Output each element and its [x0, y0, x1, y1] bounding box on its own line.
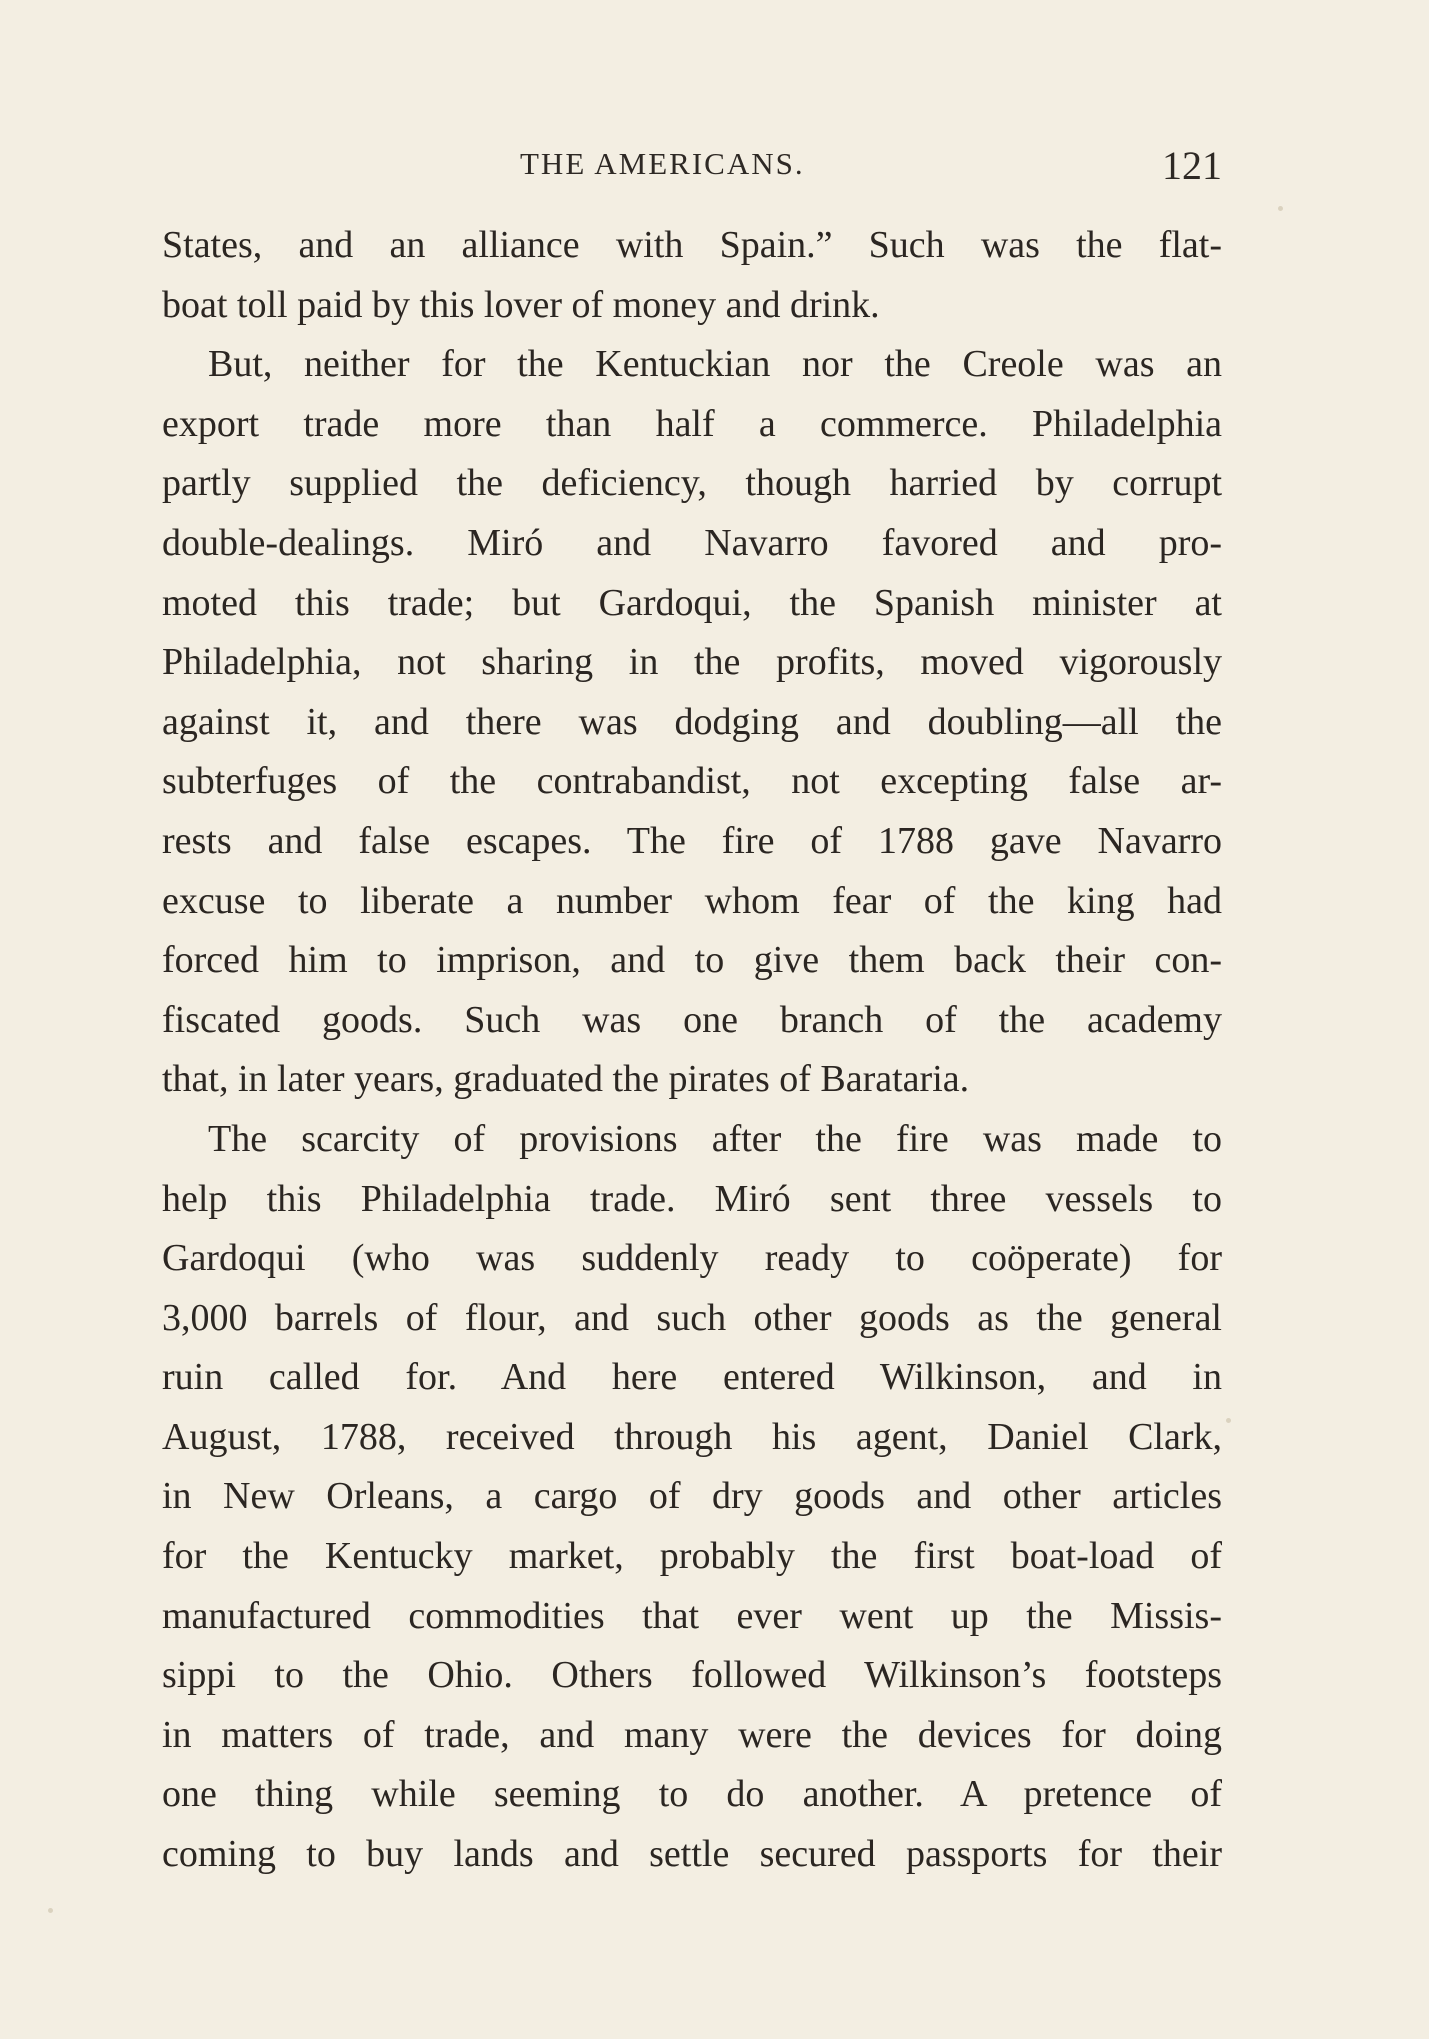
page-number: 121: [1162, 143, 1222, 188]
running-head: [162, 143, 1222, 190]
text-line: for the Kentucky market, probably the first boat-load of: [162, 1535, 1222, 1578]
text-line: ruin called for. And here entered Wilkinson, and in: [162, 1356, 1222, 1399]
text-line: subterfuges of the contrabandist, not excepting false ar-: [162, 760, 1222, 803]
text-line: partly supplied the deficiency, though harried by corrupt: [162, 462, 1222, 505]
text-line: excuse to liberate a number whom fear of the king had: [162, 879, 1222, 922]
text-line: August, 1788, received through his agent, Daniel Clark,: [162, 1415, 1222, 1458]
text-line: boat toll paid by this lover of money and drink.: [162, 283, 880, 326]
running-title: THE AMERICANS.: [520, 146, 805, 181]
text-line: fiscated goods. Such was one branch of the academy: [162, 998, 1222, 1041]
text-line: The scarcity of provisions after the fire was made to: [208, 1117, 1222, 1160]
text-line: in New Orleans, a cargo of dry goods and other articles: [162, 1475, 1222, 1518]
text-line: help this Philadelphia trade. Miró sent three vessels to: [162, 1177, 1222, 1220]
text-line: double-dealings. Miró and Navarro favored and pro-: [162, 521, 1222, 564]
text-line: But, neither for the Kentuckian nor the Creole was an: [208, 343, 1222, 386]
text-line: forced him to imprison, and to give them back their con-: [162, 939, 1222, 982]
text-line: 3,000 barrels of flour, and such other goods as the general: [162, 1296, 1222, 1339]
text-line: moted this trade; but Gardoqui, the Spanish minister at: [162, 581, 1222, 624]
text-line: States, and an alliance with Spain.” Such was the flat-: [162, 224, 1222, 266]
text-line: one thing while seeming to do another. A pretence of: [162, 1773, 1222, 1816]
text-line: manufactured commodities that ever went up the Missis-: [162, 1594, 1222, 1637]
text-line: export trade more than half a commerce. Philadelphia: [162, 402, 1222, 445]
text-line: that, in later years, graduated the pirates of Barataria.: [162, 1058, 970, 1101]
paper-speck: [1226, 1418, 1231, 1423]
paper-speck: [48, 1908, 53, 1913]
text-line: coming to buy lands and settle secured passports for their: [162, 1833, 1222, 1876]
text-line: in matters of trade, and many were the devices for doing: [162, 1713, 1222, 1756]
text-line: rests and false escapes. The fire of 1788 gave Navarro: [162, 819, 1222, 862]
paper-speck: [1278, 206, 1283, 211]
text-line: sippi to the Ohio. Others followed Wilkinson’s footsteps: [162, 1654, 1222, 1697]
text-line: Gardoqui (who was suddenly ready to coöperate) for: [162, 1237, 1222, 1280]
text-line: against it, and there was dodging and doubling—all the: [162, 700, 1222, 743]
text-line: Philadelphia, not sharing in the profits, moved vigorously: [162, 641, 1222, 684]
body-text: [162, 216, 1222, 1885]
